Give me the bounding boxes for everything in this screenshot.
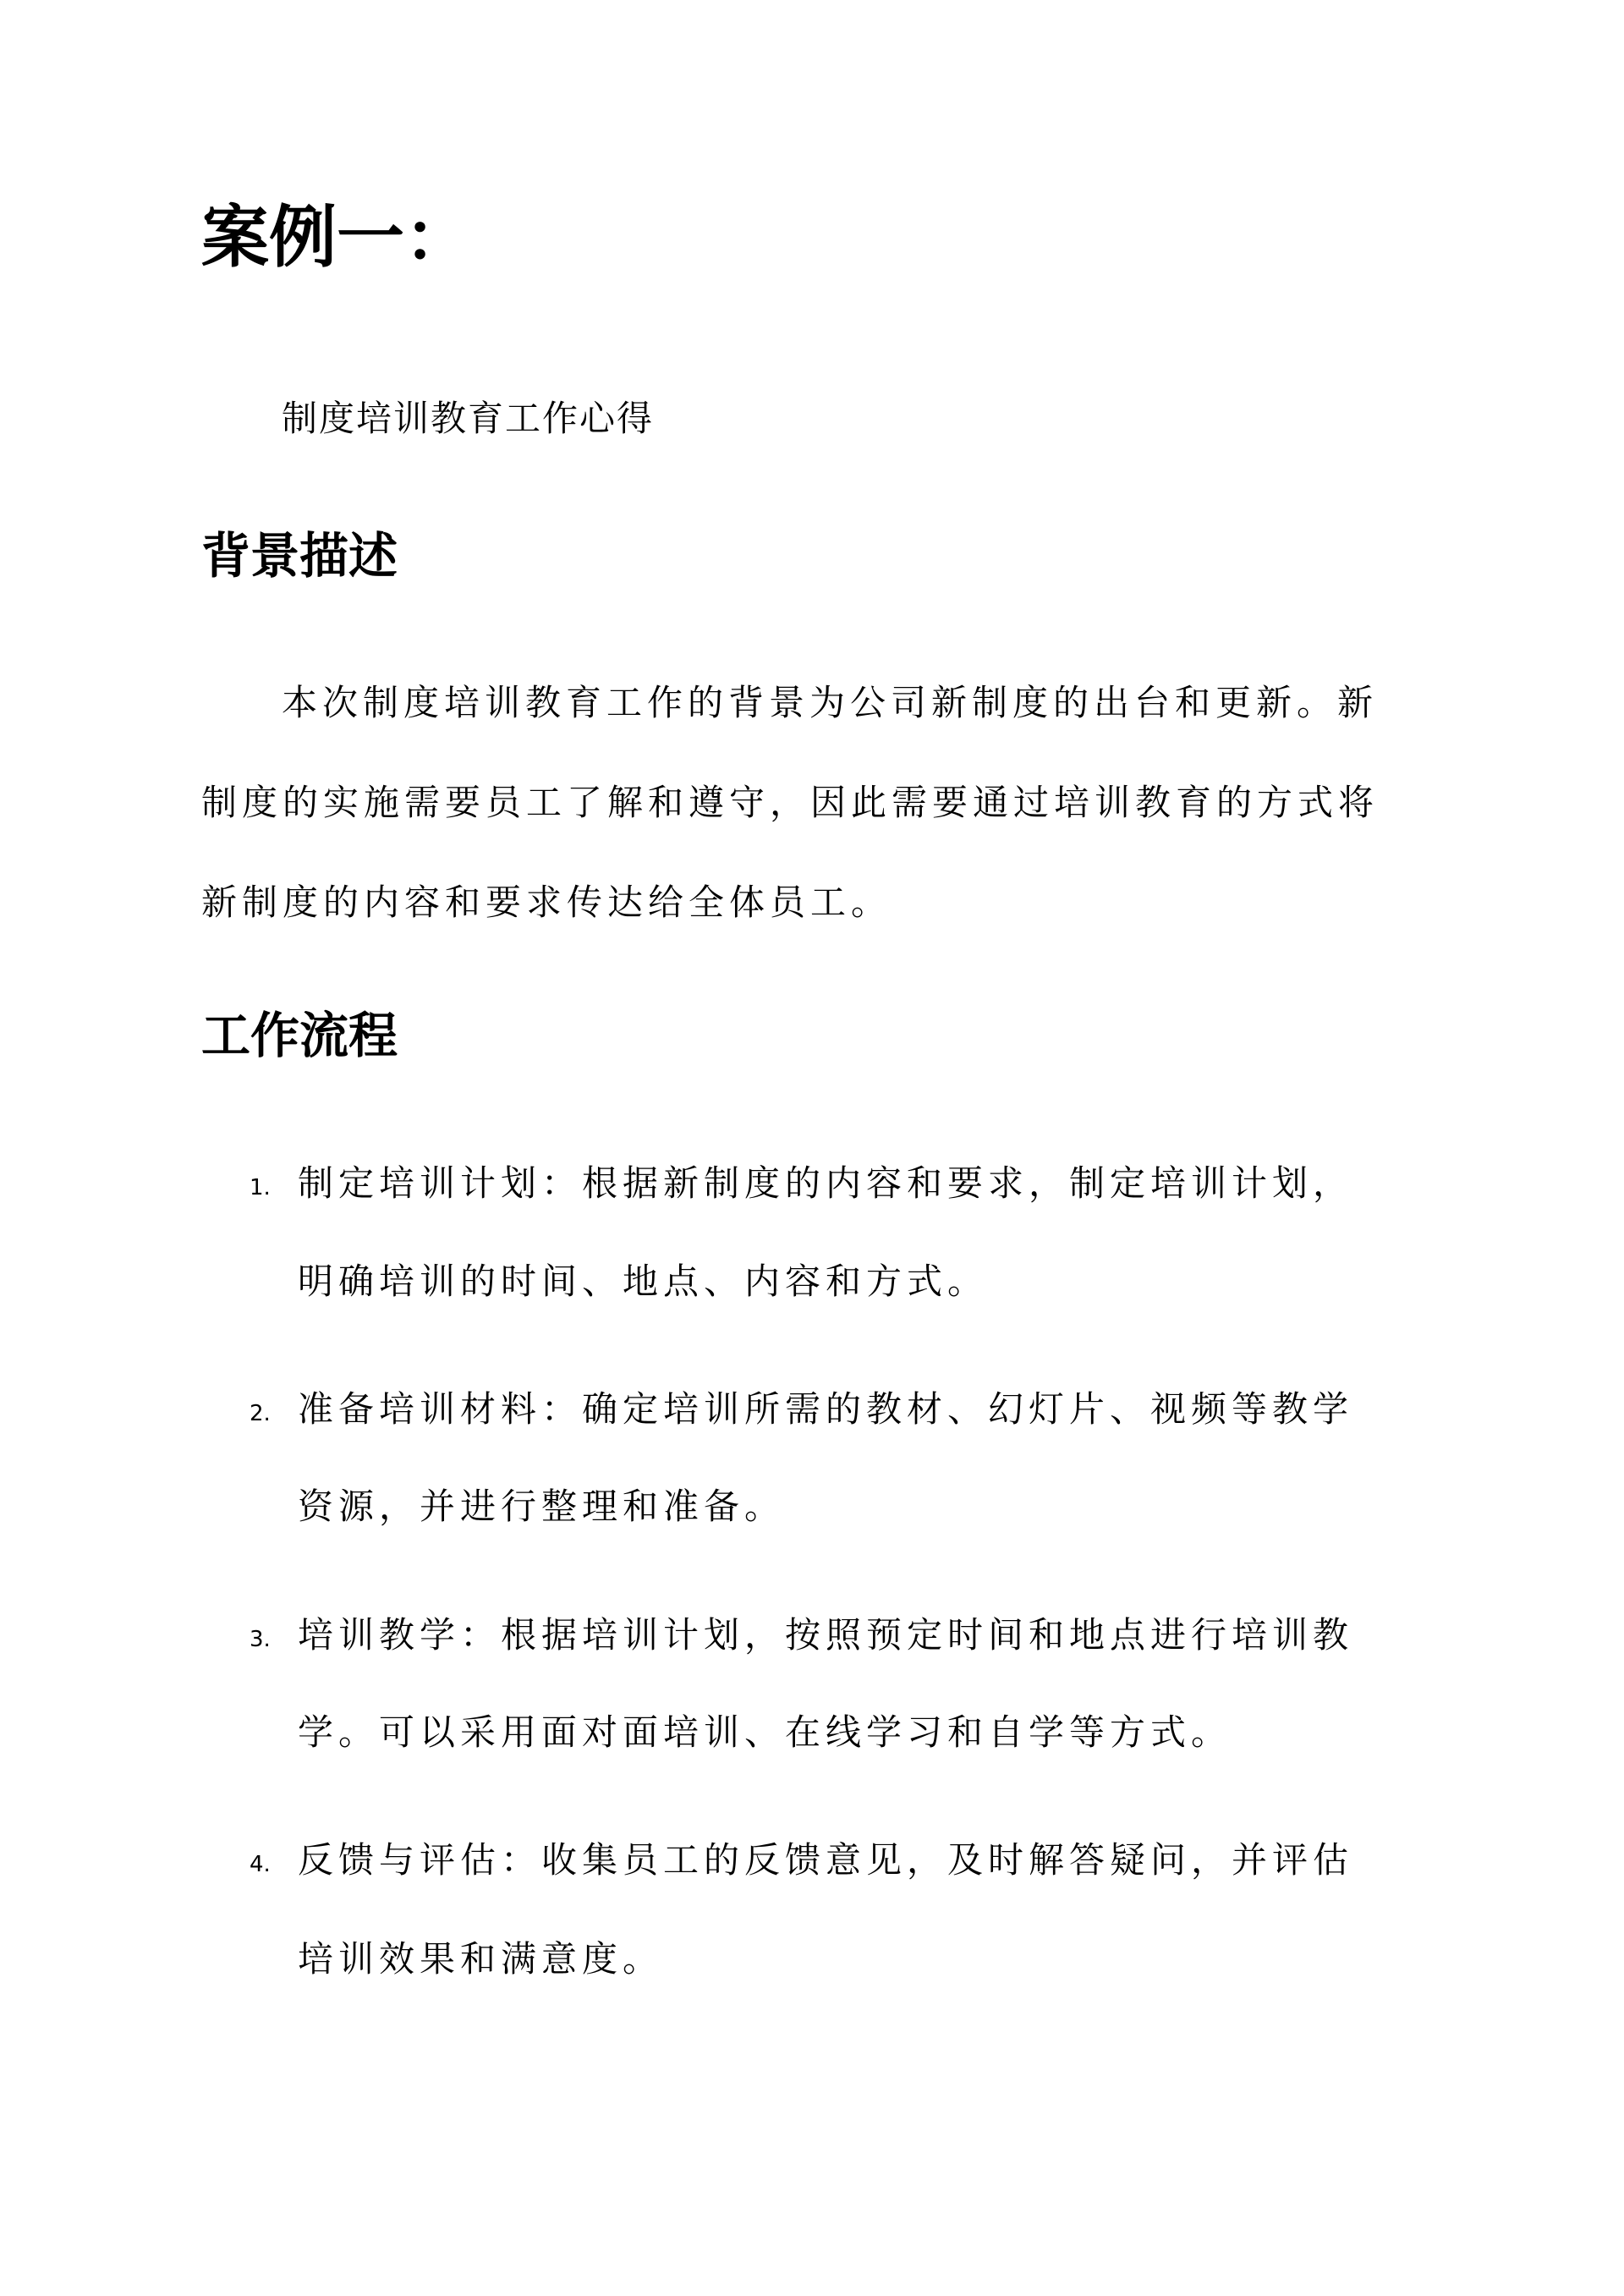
document-title: 案例一： [201, 197, 472, 277]
list-item-number: 3. [250, 1627, 271, 1652]
list-item-number: 1. [250, 1175, 271, 1200]
list-item-line: 资源，并进行整理和准备。 [298, 1486, 786, 1527]
document-subtitle: 制度培训教育工作心得 [282, 398, 655, 439]
list-item-number: 4. [250, 1852, 271, 1877]
list-item-line: 培训教学：根据培训计划，按照预定时间和地点进行培训教 [298, 1614, 1354, 1656]
list-item-number: 2. [250, 1401, 271, 1426]
section-heading-workflow: 工作流程 [201, 1007, 398, 1064]
list-item-line: 明确培训的时间、地点、内容和方式。 [298, 1261, 989, 1302]
list-item-line: 反馈与评估：收集员工的反馈意见，及时解答疑问，并评估 [298, 1839, 1354, 1881]
background-paragraph-line: 制度的实施需要员工了解和遵守，因此需要通过培训教育的方式将 [201, 782, 1380, 823]
section-heading-background: 背景描述 [201, 527, 398, 585]
background-paragraph-line: 本次制度培训教育工作的背景为公司新制度的出台和更新。新 [282, 682, 1379, 723]
list-item-line: 培训效果和满意度。 [298, 1938, 664, 1980]
list-item-line: 制定培训计划：根据新制度的内容和要求，制定培训计划， [298, 1162, 1354, 1204]
background-paragraph-line: 新制度的内容和要求传达给全体员工。 [201, 882, 892, 923]
list-item-line: 学。可以采用面对面培训、在线学习和自学等方式。 [298, 1711, 1232, 1753]
list-item-line: 准备培训材料：确定培训所需的教材、幻灯片、视频等教学 [298, 1388, 1354, 1430]
